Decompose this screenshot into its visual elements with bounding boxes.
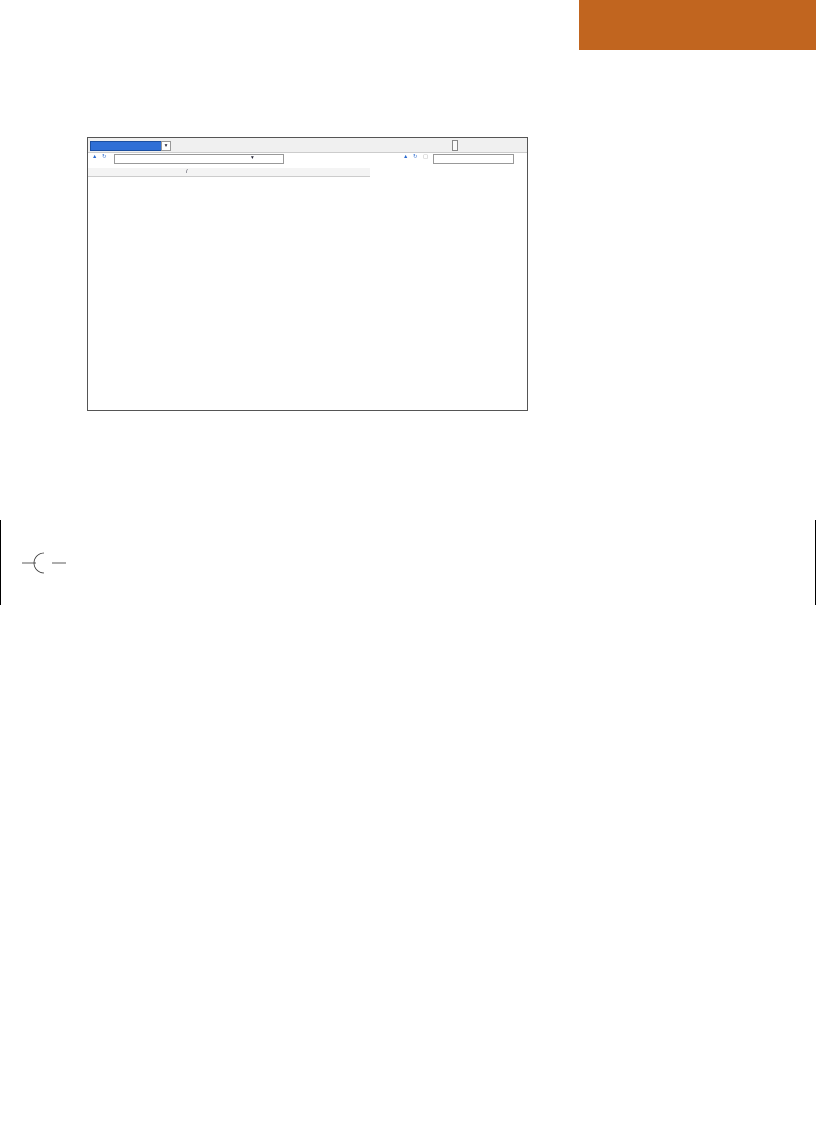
ftp-toolbar [88,138,527,153]
arrow-up-icon[interactable]: ▲ [92,154,98,160]
log-queue-button[interactable] [452,140,458,151]
remote-path-bar [401,154,527,164]
crop-line-left [0,520,1,605]
local-list-header: / [88,168,370,177]
arrow-up-icon[interactable]: ▲ [403,154,409,160]
local-path-input[interactable] [114,154,284,164]
chapter-tab [579,0,816,50]
folder-icon: ▢ [423,154,429,160]
chevron-down-icon[interactable]: ▾ [251,155,254,161]
refresh-icon[interactable]: ↻ [413,154,418,160]
fireftp-screenshot [87,137,528,411]
refresh-icon[interactable]: ↻ [102,154,107,160]
account-select[interactable] [90,141,162,151]
remote-path-input[interactable] [433,154,514,164]
chevron-down-icon[interactable]: ▾ [161,141,171,151]
local-path-bar [88,154,370,164]
registration-mark-icon [22,548,66,578]
local-file-list [88,168,370,411]
